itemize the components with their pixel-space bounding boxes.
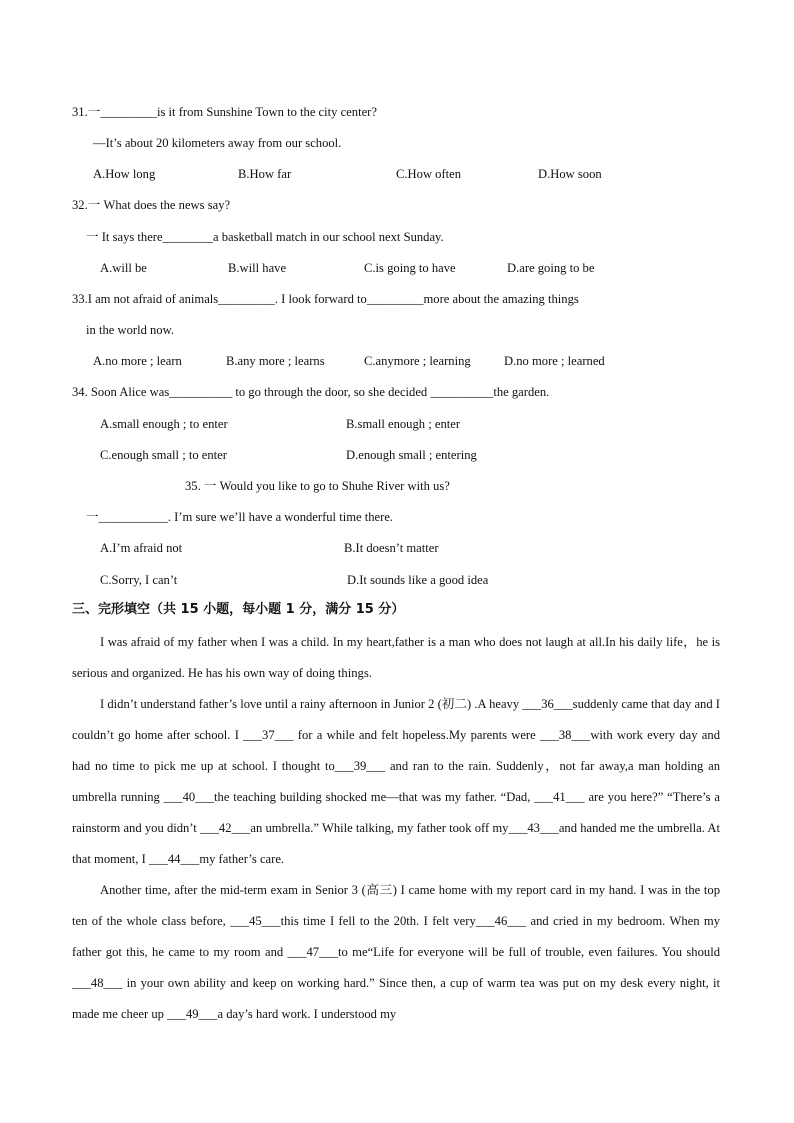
- question-35-reply: 一___________. I’m sure we’ll have a wonderful time there.: [86, 510, 394, 524]
- question-31-stem: 31.一_________is it from Sunshine Town to the city center?: [72, 105, 377, 119]
- question-32-option-b: B.will have: [228, 261, 287, 275]
- question-31-option-d: D.How soon: [538, 167, 602, 181]
- question-33-option-b: B.any more ; learns: [226, 354, 325, 368]
- question-34-option-c: C.enough small ; to enter: [100, 448, 227, 462]
- passage-paragraph: I didn’t understand father’s love until a rainy afternoon in Junior 2 (初二) .A heavy ___36___suddenly came that day and I couldn’t go home after school. I ___37___ for a while and felt hopeless.My parents were ___38___with work every day and had no time to pick me up at school. I thought to___39___ and ran to the rain. Suddenly，not far away,a man holding an umbrella running ___40___the teaching building shocked me—that was my father. “Dad, ___41___ are you here?” “There’s a rainstorm and you didn’t ___42___an umbrella.” While talking, my father took off my___43___and handed me the umbrella. At that moment, I ___44___my father’s care.: [72, 697, 720, 866]
- question-33-stem-continued: in the world now.: [86, 323, 175, 337]
- question-32-option-a: A.will be: [100, 261, 147, 275]
- passage-paragraph: I was afraid of my father when I was a child. In my heart,father is a man who does not laugh at all.In his daily life，he is serious and organized. He has his own way of doing things.: [72, 635, 720, 680]
- question-32-stem: 32.一 What does the news say?: [72, 198, 231, 212]
- question-31-reply: —It’s about 20 kilometers away from our school.: [93, 136, 342, 150]
- question-35-option-a: A.I’m afraid not: [100, 541, 183, 555]
- question-31-option-c: C.How often: [396, 167, 462, 181]
- question-32-reply: 一 It says there________a basketball match in our school next Sunday.: [86, 230, 444, 244]
- question-33-option-c: C.anymore ; learning: [364, 354, 471, 368]
- section-heading: 三、完形填空（共 15 小题，每小题 1 分，满分 15 分）: [72, 602, 405, 617]
- question-33-stem: 33.I am not afraid of animals_________. I look forward to_________more about the amazing things: [72, 292, 579, 306]
- question-32-option-d: D.are going to be: [507, 261, 595, 275]
- passage-paragraph: Another time, after the mid-term exam in Senior 3 (高三) I came home with my report card in my hand. I was in the top ten of the whole class before, ___45___this time I fell to the 20th. I felt very___46___ and cried in my bedroom. When my father got this, he came to my room and ___47___to me“Life for everyone will be full of trouble, even failures. You should ___48___ in your own ability and keep on working hard.” Since then, a cup of warm tea was put on my desk every night, it made me cheer up ___49___a day’s hard work. I understood my: [72, 883, 720, 1021]
- question-35-option-b: B.It doesn’t matter: [344, 541, 439, 555]
- question-31-option-b: B.How far: [238, 167, 292, 181]
- question-31-option-a: A.How long: [93, 167, 156, 181]
- question-33-option-a: A.no more ; learn: [93, 354, 182, 368]
- cloze-passage: [72, 627, 720, 1030]
- question-35-option-d: D.It sounds like a good idea: [347, 573, 489, 587]
- question-34-option-d: D.enough small ; entering: [346, 448, 477, 462]
- question-32-option-c: C.is going to have: [364, 261, 456, 275]
- question-34-stem: 34. Soon Alice was__________ to go through the door, so she decided __________the garden.: [72, 385, 550, 399]
- question-34-option-a: A.small enough ; to enter: [100, 417, 228, 431]
- question-35-option-c: C.Sorry, I can’t: [100, 573, 178, 587]
- question-34-option-b: B.small enough ; enter: [346, 417, 461, 431]
- question-33-option-d: D.no more ; learned: [504, 354, 605, 368]
- question-35-stem: 35. 一 Would you like to go to Shuhe River with us?: [185, 479, 450, 493]
